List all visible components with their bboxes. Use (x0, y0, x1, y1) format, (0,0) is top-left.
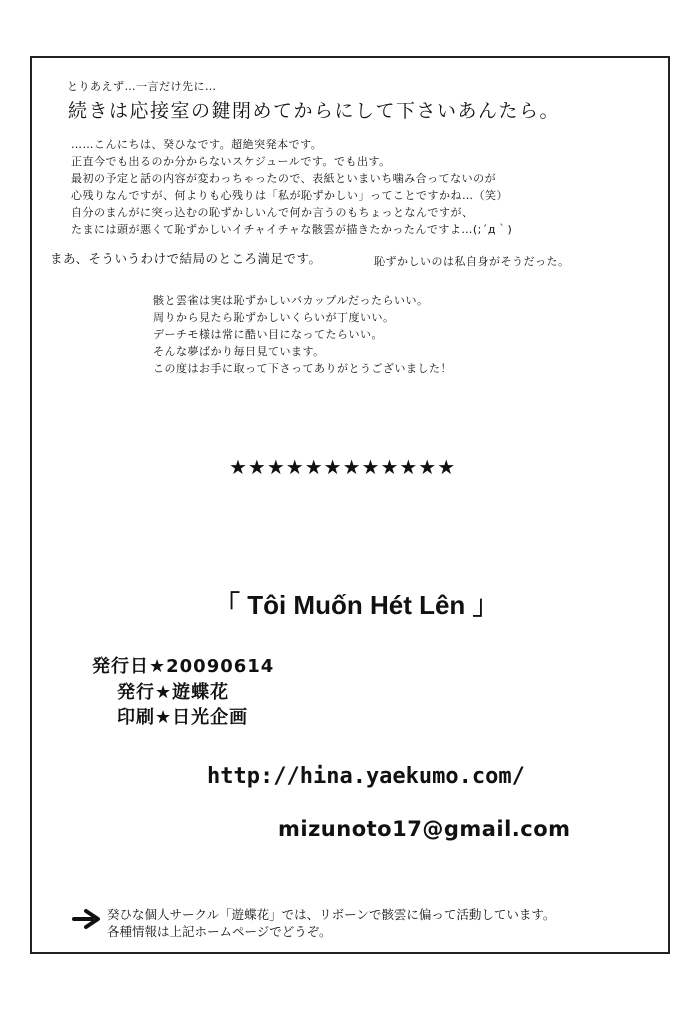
body-line-4: 心残りなんですが、何よりも心残りは「私が恥ずかしい」ってことですかね…（笑） (71, 189, 508, 202)
star-separator: ★★★★★★★★★★★★ (229, 455, 457, 479)
book-title: 「 Tôi Muốn Hét Lên 」 (214, 590, 499, 620)
email-address: mizunoto17@gmail.com (278, 817, 571, 841)
wish-line-1: 骸と雲雀は実は恥ずかしいバカップルだったらいい。 (153, 294, 429, 307)
printer: 印刷★日光企画 (117, 707, 249, 728)
summary-aside: 恥ずかしいのは私自身がそうだった。 (374, 255, 570, 268)
wish-line-4: そんな夢ばかり毎日見ています。 (153, 345, 325, 358)
intro-opener: とりあえず…一言だけ先に… (67, 80, 217, 93)
wish-line-5: この度はお手に取って下さってありがとうございました！ (153, 362, 452, 375)
body-line-1: ……こんにちは、癸ひなです。超絶突発本です。 (71, 138, 323, 151)
footer-line-1: 癸ひな個人サークル「遊蝶花」では、リボーンで骸雲に偏って活動しています。 (107, 907, 556, 922)
body-line-3: 最初の予定と話の内容が変わっちゃったので、表紙といまいち噛み合ってないのが (71, 172, 497, 185)
body-line-5: 自分のまんがに突っ込むの恥ずかしいんで何か言うのもちょっとなんですが、 (71, 206, 474, 219)
publish-date: 発行日★20090614 (92, 656, 275, 677)
body-line-6: たまには頭が悪くて恥ずかしいイチャイチャな骸雲が描きたかったんですよ…(;´д｀) (71, 223, 513, 236)
wish-line-2: 周りから見たら恥ずかしいくらいが丁度いい。 (153, 311, 395, 324)
right-arrow-icon (72, 908, 102, 930)
intro-headline: 続きは応接室の鍵閉めてからにして下さいあんたら。 (68, 100, 561, 122)
website-url: http://hina.yaekumo.com/ (207, 764, 525, 789)
publisher: 発行★遊蝶花 (117, 682, 230, 703)
wish-line-3: デーチモ様は常に酷い目になってたらいい。 (153, 328, 383, 341)
summary-main: まあ、そういうわけで結局のところ満足です。 (50, 251, 322, 266)
footer-line-2: 各種情報は上記ホームページでどうぞ。 (107, 924, 332, 939)
body-line-2: 正直今でも出るのか分からないスケジュールです。でも出す。 (71, 155, 391, 168)
